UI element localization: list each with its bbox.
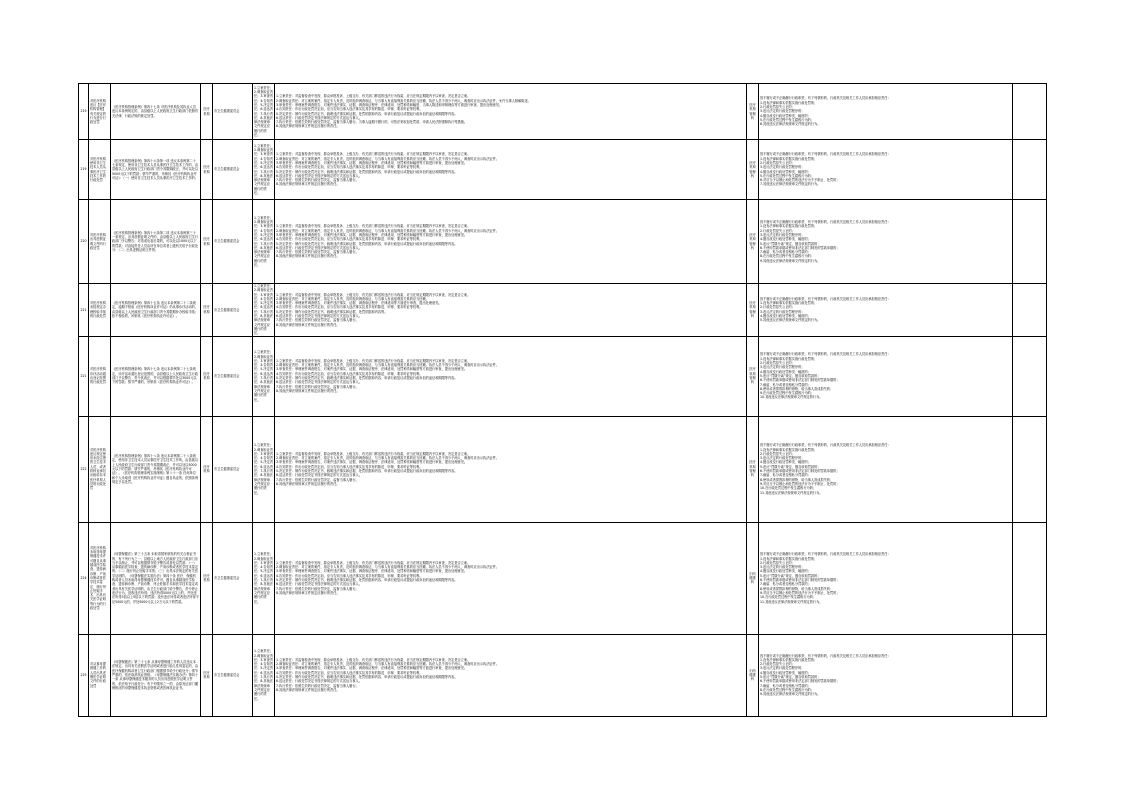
responsibility-details-line: 5.决定责任：制作行政处罚决定书，载明违法事实和证据、处罚依据和内容等。 [276,309,388,314]
responsibility-details-line: 5.决定责任：制作行政处罚决定书，载明违法事实和证据、处罚依据和内容、申请行政复议或提起行政诉讼的途径和期限等内容。 [276,578,458,583]
table-row [79,200,1047,284]
accountability-cases-line: 4.擅自改变行政处罚种类、幅度的； [760,670,811,675]
implementing-body: 市卫生健康委员会 [213,634,253,716]
remarks [1013,140,1047,200]
responsibility-details-line: 7.执行责任：依照生效的行政处罚决定，监督当事人履行。 [276,178,359,183]
responsible-office: 妇幼健康科 [747,522,759,634]
row-number: 220 [79,200,89,284]
row-number: 222 [79,416,89,522]
remarks [1013,522,1047,634]
responsibility-items: 1.立案责任；2.调查取证责任；3.审查责任；4.告知责任；5.决定责任；6.送达责任；7.执行责任；8.其他法律法规规章文件规定应履行的责任。 [254,284,273,336]
accountability-cases-line: 6.对应当予以制止和处罚的违法行为不予制止、处罚的； [760,178,840,183]
responsibility-details-line: 1.立案责任：对监督检查中发现、群众举报投诉、上级交办、有关部门移送的违法行为线索，应当在规定期限内予以审查，决定是否立案。 [276,560,471,565]
accountability-cases-line: 11.其他违反法律法规规章文件规定的行为。 [760,490,823,495]
responsibility-items: 1.立案责任；2.调查取证责任；3.审查责任；4.告知责任；5.决定责任；6.送达责任；7.执行责任；8.其他法律法规规章文件规定应履行的责任。 [253,416,275,522]
accountability-cases-line: 1.没有法律和事实依据实施行政处罚的； [760,556,818,561]
responsibility-details-line: 8.其他法律法规规章文件规定应履行的责任。 [276,481,340,486]
responsibility-table [78,83,1047,717]
implementing-body: 市卫生健康委员会 [213,140,253,200]
responsible-office: 医疗机构管理科 [747,140,759,200]
row-number: 219 [79,140,89,200]
responsibility-details [275,200,747,284]
accountability-cases-line: 11.其他违反法律法规规章文件规定的行为。 [760,599,823,604]
accountability-cases-line: 5.违反“罚缴分离”规定，擅自收取罚款的； [760,464,821,469]
category: 医疗机构 [201,522,213,634]
accountability-cases-line: 6.不使用罚款单据或使用非法定部门制发的罚款单据的； [760,578,840,583]
accountability-cases [759,284,1013,337]
responsibility-details-line: 2.调查取证责任：对立案的案件，指定专人负责，及时组织调查取证，与当事人有直接利害关系的应当回避。执法人员不得少于两人，调查时应出示执法证件。 [276,156,499,161]
item-name: 对医疗机构未取得母婴保健技术许可擅自从事婚前医学检查、遗传病诊断、产前诊断或者医学技术鉴定、施行终止妊娠手术、出具有关医学证明等行为的行政处罚 [89,522,111,634]
responsibility-details-line: 4.告知责任：作出行政处罚决定前，应当告知当事人违法事实及其享有的陈述、申辩、要求听证等权利。 [276,165,423,170]
remarks [1013,284,1047,337]
responsibility-details-line: 1.立案责任：对监督检查中发现、群众举报投诉、上级交办、有关部门移送的违法行为线索，应当在规定期限内予以审查，决定是否立案。 [276,94,471,99]
responsibility-details-line: 2.调查取证责任：对立案的案件，指定专人负责，及时组织调查取证，与当事人有直接利害关系的应当回避。执法人员不得少于两人，调查时应出示执法证件。 [276,662,499,667]
accountability-cases-line: 3.违反法定的行政处罚程序的； [760,456,805,461]
responsibility-details [275,336,747,416]
implementing-body: 市卫生健康委员会 [213,284,253,337]
responsibility-details-line: 4.告知责任：作出行政处罚决定前，应当告知当事人违法事实及其享有的陈述、申辩、要求听证等权利。 [276,670,423,675]
accountability-cases-line: 5.违反“罚缴分离”规定，擅自收取罚款的； [760,373,821,378]
responsibility-details-line: 8.其他法律法规规章文件规定应履行的责任。 [276,590,340,595]
responsibility-details-line: 7.执行责任：依照生效的行政处罚决定，监督当事人履行。 [276,586,359,591]
accountability-cases [759,84,1013,140]
accountability-cases-line: 4.擅自改变行政处罚种类、幅度的； [760,569,811,574]
item-name: 对医疗机构违反【医疗机构管理】有关规定的行为进行行政处罚 [89,84,111,140]
accountability-cases-line: 7.截留、私分或者变相私分罚款的； [760,473,811,478]
responsibility-details [275,84,747,140]
accountability-cases-line: 3.违反法定的行政处罚程序的； [760,309,805,314]
responsibility-details-line: 1.立案责任：对监督检查中发现、群众举报投诉、上级交办、有关部门移送的违法行为线索，应当在规定期限内予以审查，决定是否立案。 [276,224,471,229]
accountability-cases-line: 因不履行或不正确履行行政职责，有下列情形的，行政机关及相关工作人员应承担相应责任： [760,296,891,301]
responsibility-details-line: 2.调查取证责任：对立案的案件，指定专人负责，及时组织调查取证，与当事人有直接利害关系的应当回避。执法人员不得少于两人，调查时应出示执法证件，允许当事人辩解陈述。 [276,98,531,103]
remarks [1013,416,1047,522]
accountability-cases-line: 2.行政处罚显失公正的； [760,361,795,366]
accountability-cases-line: 4.擅自改变行政处罚种类、幅度的； [760,314,811,319]
responsibility-details-line: 7.执行责任：依照生效的行政处罚决定，监督当事人履行。 [276,683,359,688]
accountability-cases-line: 5.违反“罚缴分离”规定，擅自收取罚款的； [760,241,821,246]
legal-basis: 《母婴保健法》第三十七条 从事母婴保健工作的人员违反本法规定，出具有关虚假医学证明或者进行胎儿性别鉴定的，由医疗保健机构或者卫生行政部门根据情节给予行政处分；情节严重的，依法取消执业资格。《母婴保健法实施办法》第四十一条 从事母婴保健技术服务的人员出具虚假医学证明文件的，依法给予行政处分；有下列情形之一的，由原发证部门撤销相应的母婴保健技术执业资格或者医师执业证书。 [111,634,201,716]
row-number: 221 [79,336,89,416]
legal-basis: 《母婴保健法》第三十五条 未取得国家颁发的有关合格证书的，有下列行为之一，县级以上地方人民政府卫生行政部门应当予以制止，并可以根据情节给予警告或者处以罚款：（一）从事婚前医学检查、遗传病诊断、产前诊断或者医学技术鉴定的；（二）施行终止妊娠手术的；（三）出具本法规定的有关医学证明的。《母婴保健法实施办法》第四十条 医疗、保健机构或者人员未取得母婴保健技术许可，擅自从事婚前医学检查、遗传病诊断、产前诊断、终止妊娠手术和医学技术鉴定或者出具有关医学证明的，由卫生行政部门给予警告，责令停止违法行为，没收违法所得；违法所得5000元以上的，并处违法所得3倍以上5倍以下的罚款；没有违法所得或者违法所得不足5000元的，并处5000元以上2万元以下的罚款。 [111,522,201,634]
table-row [79,336,1047,416]
accountability-cases-line: 7.截留、私分或者变相私分罚款的； [760,382,811,387]
responsibility-details-line: 4.告知责任：作出行政处罚决定前，应当告知当事人违法事实及其享有的陈述、申辩、要求听证等权利。 [276,371,423,376]
responsibility-details-line: 6.送达责任：行政处罚决定书按法律规定的方式送达当事人。 [276,380,362,385]
accountability-cases-line: 1.没有法律和事实依据实施行政处罚的； [760,356,818,361]
accountability-cases [759,200,1013,284]
responsibility-details-line: 6.送达责任：行政处罚决定书按法律规定的方式送达当事人。 [276,473,362,478]
responsibility-details [275,416,747,522]
responsibility-details-line: 5.决定责任：制作行政处罚决定书，载明违法事实和证据、处罚依据和内容、申请行政复议或提起行政诉讼的途径和期限等内容。 [276,469,458,474]
responsibility-items: 1.立案责任；2.调查取证责任；3.审查责任；4.告知责任；5.决定责任；6.送达责任；7.执行责任；8.其他法律法规规章文件规定应履行的责任。 [253,634,275,716]
accountability-cases-line: 1.没有法律和事实依据实施行政处罚的； [760,301,818,306]
responsibility-details-line: 3.审查责任：审理案件调查报告，对案件违法事实、证据、调查取证程序、法律适用、处罚种类和幅度等方面进行审查，提出处理意见。 [276,367,468,372]
accountability-cases-line: 4.擅自改变行政处罚种类、幅度的； [760,113,811,118]
accountability-cases [759,336,1013,416]
responsibility-details-line: 7.执行责任：依照生效的行政处罚决定，监督当事人履行。 [276,318,359,323]
responsibility-details-line: 5.决定责任：制作行政处罚决定书，载明违法事实和证据、处罚依据和内容、申请行政复议或提起行政诉讼的途径和期限等内容。 [276,675,458,680]
responsibility-details-line: 1.立案责任：对监督检查中发现、群众举报投诉、上级交办、有关部门移送的违法行为线索，应当在规定期限内予以审查，决定是否立案。 [276,292,471,297]
responsibility-details-line: 8.其他法律法规规章文件规定应履行的责任。 [276,687,340,692]
accountability-cases-line: 1.没有法律和事实依据实施行政处罚的； [760,657,818,662]
accountability-cases-line: 5.在行政处罚过程中发生腐败行为的； [760,117,815,122]
responsible-office: 妇幼健康科 [747,634,759,716]
responsibility-details-line: 1.立案责任：对监督检查中发现、群众举报投诉、上级交办、有关部门移送的违法行为线索，应当在规定期限内予以审查，决定是否立案。 [276,657,471,662]
implementing-body: 市卫生健康委员会 [213,522,253,634]
responsibility-details-line: 3.审查责任：审理案件调查报告，对案件违法事实、证据、调查取证程序、法律适用、处罚种类和幅度等方面进行审查，提出处理意见。 [276,232,468,237]
accountability-cases-line: 2.行政处罚显失公正的； [760,160,795,165]
accountability-cases [759,634,1013,716]
responsibility-details-line: 8.其他法律法规规章文件规定应履行的责任。 [276,254,340,259]
accountability-cases-line: 9.在行政处罚过程中发生腐败行为的； [760,391,815,396]
accountability-cases-line: 因不履行或不正确履行行政职责，有下列情形的，行政机关及相关工作人员应承担相应责任： [760,552,891,557]
accountability-cases-line: 5.其他违反法律法规规章文件规定的行为。 [760,318,821,323]
accountability-cases [759,522,1013,634]
responsibility-details-line: 7.执行责任：依照生效的行政处罚决定，监督当事人履行。 [276,384,359,389]
responsibility-details-line: 6.送达责任：行政处罚决定书按法律规定的方式送达当事人。 [276,245,362,250]
accountability-cases-line: 5.违反“罚缴分离”规定，擅自收取罚款的； [760,675,821,680]
responsible-office: 医疗机构管理科 [747,336,759,416]
responsibility-details-line: 2.调查取证责任：对立案的案件，指定专人负责，及时组织调查取证，与当事人有直接利害关系的应当回避。执法人员不得少于两人，调查时应出示执法证件。 [276,456,499,461]
category: 医疗机构 [201,84,213,140]
accountability-cases-line: 8.在行政处罚过程中发生腐败行为的； [760,687,815,692]
category: 医疗机构 [201,634,213,716]
accountability-cases-line: 3.违反法定的行政处罚程序的； [760,666,805,671]
responsibility-details-line: 1.立案责任：对监督检查中发现、群众举报投诉、上级交办、有关部门移送的违法行为线索，应当在规定期限内予以审查，决定是否立案。 [276,451,471,456]
responsibility-details [275,140,747,200]
responsible-office: 医疗机构管理科 [747,84,759,140]
accountability-cases-line: 2.行政处罚显失公正的； [760,662,795,667]
accountability-cases-line: 因不履行或不正确履行行政职责，有下列情形的，行政机关及相关工作人员应承担相应责任： [760,96,891,101]
accountability-cases-line: 9.其他违反法律法规规章文件规定的行为。 [760,692,821,697]
row-number: 225 [79,634,89,716]
category: 医疗机构 [201,200,213,284]
responsibility-details-line: 5.决定责任：制作行政处罚决定书，载明违法事实和证据、处罚依据和内容、申请行政复议或提起行政诉讼的途径和期限等内容。 [276,376,458,381]
responsibility-items: 1.立案责任；2.调查取证责任；3.审查责任；4.告知责任；5.决定责任；6.送达责任；7.执行责任；8.其他法律法规规章文件规定应履行的责任。 [253,336,275,416]
accountability-cases-line: 7.其他违反法律法规规章文件规定的行为。 [760,182,821,187]
accountability-cases [759,140,1013,200]
implementing-body: 市卫生健康委员会 [213,200,253,284]
table-row [79,522,1047,634]
responsibility-details-line: 8.其他法律法规规章文件规定应履行的责任。 [276,124,340,129]
responsibility-items: 1.立案责任；2.调查取证责任；3.审查责任；4.告知责任；5.决定责任；6.送达责任；7.执行责任；8.其他法律法规规章文件规定应履行的责任。 [253,522,275,634]
category: 医疗机构 [201,336,213,416]
responsibility-details [275,284,747,337]
responsibility-details-line: 2.调查取证责任：对立案的案件，指定专人负责，及时组织调查取证，与当事人有直接利害关系的应当回避。执法人员不得少于两人，调查时应出示执法证件。 [276,228,499,233]
accountability-cases-line: 6.不使用罚款单据或使用非法定部门制发的罚款单据的； [760,378,840,383]
responsibility-details-line: 8.其他法律法规规章文件规定应履行的责任。 [276,182,340,187]
implementing-body: 市卫生健康委员会 [213,416,253,522]
item-name: 对从事母婴保健工作的人员出具虚假医学证明文件的行政处罚 [89,634,111,716]
accountability-cases-line: 6.其他违反法律法规规章文件规定的行为。 [760,122,821,127]
category: 医疗机构 [201,416,213,522]
responsibility-details-line: 3.审查责任：审理案件调查报告，对案件违法事实、证据、调查取证程序、法律适用、处罚种类和幅度等方面进行审查，提出处理意见。 [276,460,468,465]
category: 医疗机构 [201,284,213,337]
responsibility-details-line: 1.立案责任：对监督检查中发现、群众举报投诉、上级交办、有关部门移送的违法行为线索，应当在规定期限内予以审查，决定是否立案。 [276,152,471,157]
table-row [79,84,1047,140]
responsibility-details-line: 6.送达责任：行政处罚决定书按法律规定的方式送达当事人。 [276,314,362,319]
accountability-cases-line: 因不履行或不正确履行行政职责，有下列情形的，行政机关及相关工作人员应承担相应责任： [760,152,891,157]
accountability-cases-line: 8.使用或者损毁扣押的财物，给当事人造成损失的； [760,586,834,591]
legal-basis: 《医疗机构管理条例》第四十八条 违反本条例第二十八条规定，使用非卫生技术人员从事医疗卫生技术工作的，由县级以上人民政府卫生行政部门责令其限期改正，并可以处以5000元以下的罚款；情节严重的，吊销其《医疗机构执业许可证》。《医疗机构管理条例实施细则》第八十一条 任何单位和个人未取得《医疗机构执业许可证》擅自执业的，依照条例规定予以处罚。 [111,416,201,522]
responsibility-details-line: 6.送达责任：行政处罚决定书按法律规定的方式送达当事人。 [276,679,362,684]
responsibility-details [275,522,747,634]
responsibility-details-line: 3.审查责任：审理案件调查报告，对案件违法事实、证据、调查取证程序、法律适用、处罚种类和幅度等方面进行审查，提出处理意见。 [276,569,468,574]
accountability-cases-line: 9.其他违反法律法规规章文件规定的行为。 [760,258,821,263]
responsibility-details-line: 2.调查取证责任：对立案的案件，指定专人负责，及时组织调查取证，与当事人有直接利害关系的应当回避。执法人员不得少于两人，调查时应出示执法证件。 [276,565,499,570]
accountability-cases-line: 5.在行政处罚过程中发生腐败行为的； [760,173,815,178]
accountability-cases-line: 4.擅自改变行政处罚种类、幅度的； [760,169,811,174]
accountability-cases-line: 6.不使用罚款单据或使用非法定部门制发的罚款单据的； [760,679,840,684]
accountability-cases-line: 2.行政处罚显失公正的； [760,451,795,456]
legal-basis: 《医疗机构管理条例》第四十六条第一项 违反本条例第二十七条规定，使用非卫生技术人员从事医疗卫生技术工作的，由县级以上人民政府卫生行政部门责令其限期改正，并可以处以5000元以下的罚款；情节严重的，吊销其《医疗机构执业许可证》：（一）使用非卫生技术人员从事医疗卫生技术工作的； [111,140,201,200]
responsibility-items: 1.立案责任；2.调查取证责任；3.审查责任；4.告知责任；5.决定责任；6.送达责任；7.执行责任；8.其他法律法规规章文件规定应履行的责任。 [253,200,275,284]
accountability-cases-line: 6.不使用罚款单据或使用非法定部门制发的罚款单据的； [760,245,840,250]
responsibility-details-line: 3.审查责任：审理案件调查报告，对案件违法事实、证据、调查取证程序、法律适用等方面进行审查，提出处理意见。 [276,301,442,306]
accountability-cases-line: 6.不使用罚款单据或使用非法定部门制发的罚款单据的； [760,469,840,474]
responsibility-details-line: 7.执行责任：依照生效的行政处罚决定，监督当事人履行。 [276,477,359,482]
category: 医疗机构 [201,140,213,200]
accountability-cases-line: 2.行政处罚显失公正的； [760,305,795,310]
responsibility-details-line: 6.送达责任：行政处罚决定书按法律规定的方式送达当事人。 [276,115,362,120]
table-row [79,140,1047,200]
responsibility-details-line: 3.审查责任：审理案件调查报告，对案件违法事实、证据、调查取证程序、法律适用、处罚种类和幅度等方面进行审查，提出处理意见。 [276,666,468,671]
legal-basis: 《医疗机构管理条例》第四十七条 违反本条例第二十七条规定，诊疗活动超出登记范围的，由县级以上人民政府卫生行政部门予以警告、责令其改正，并可以根据情节处以3000元以下的罚款；情节严重的，吊销其《医疗机构执业许可证》。 [111,336,201,416]
accountability-cases-line: 因不履行或不正确履行行政职责，有下列情形的，行政机关及相关工作人员应承担相应责任： [760,653,891,658]
item-name: 对医疗机构违反规定使用未经注册的卫生技术人员、或者将科室承包出租给非本医疗机构人员的行政处罚 [89,416,111,522]
responsibility-details-line: 6.送达责任：行政处罚决定书按法律规定的方式送达当事人。 [276,173,362,178]
table-row [79,416,1047,522]
responsibility-details-line: 7.执行责任：依照生效的行政处罚决定，监督当事人履行。当事人逾期不履行的，可依法采取加处罚款、申请人民法院强制执行等措施。 [276,120,468,125]
responsibility-details [275,634,747,716]
row-number: 224 [79,522,89,634]
accountability-cases-line: 8.使用或者损毁扣押的财物，给当事人造成损失的； [760,477,834,482]
row-number: 221 [79,284,89,337]
accountability-cases-line: 4.擅自改变行政处罚种类、幅度的； [760,369,811,374]
accountability-cases-line: 因不履行或不正确履行行政职责，有下列情形的，行政机关及相关工作人员应承担相应责任： [760,352,891,357]
responsible-office: 医疗机构管理科 [747,200,759,284]
table-row [79,634,1047,716]
accountability-cases-line: 7.截留、私分或者变相私分罚款的； [760,582,811,587]
responsibility-details-line: 4.告知责任：作出行政处罚决定前，应当告知当事人违法事实及其享有的陈述、申辩、要求听证等权利。 [276,237,423,242]
accountability-cases-line: 5.违反“罚缴分离”规定，擅自收取罚款的； [760,573,821,578]
accountability-cases-line: 10.其他违反法律法规规章文件规定的行为。 [760,395,823,400]
implementing-body: 市卫生健康委员会 [213,336,253,416]
accountability-cases [759,416,1013,522]
responsibility-details-line: 4.告知责任：作出行政处罚决定前，应当告知当事人违法事实及其享有的陈述、申辩、要求听证等权利。 [276,573,423,578]
responsibility-details-line: 5.决定责任：制作行政处罚决定书，载明违法事实和证据、处罚依据和内容、申请行政复议或提起行政诉讼的途径和期限等内容。 [276,241,458,246]
accountability-cases-line: 9.对应当予以制止和处罚的违法行为不予制止、处罚的； [760,590,840,595]
legal-basis: 《医疗机构管理条例》第四十五条 违反本条例第二十二条规定，逾期不校验《医疗机构执业许可证》仍从事诊疗活动的，由县级以上人民政府卫生行政部门责令其限期补办校验手续；拒不校验的，吊销其《医疗机构执业许可证》。 [111,284,201,337]
responsibility-details-line: 7.执行责任：依照生效的行政处罚决定，监督当事人履行。 [276,250,359,255]
responsibility-items: 1.立案责任；2.调查取证责任；3.审查责任；4.告知责任；5.决定责任；6.送达责任；7.执行责任；8.其他法律法规规章文件规定应履行的责任。 [253,140,275,200]
responsibility-items: 1.立案责任；2.调查取证责任；3.审查责任；4.告知责任；5.决定责任；6.送达责任；7.执行责任；8.其他法律法规规章文件规定应履行的责任。 [253,84,275,140]
responsibility-details-line: 6.送达责任：行政处罚决定书按法律规定的方式送达当事人。 [276,582,362,587]
responsibility-details-line: 3.审查责任：审理案件调查报告，对案件违法事实、证据、调查取证程序、法律适用、处罚种类和幅度、当事人陈述和申辩理由等方面进行审查，提出处理意见。 [276,102,503,107]
responsibility-details-line: 3.审查责任：审理案件调查报告，对案件违法事实、证据、调查取证程序、法律适用、处罚种类和幅度等方面进行审查，提出处理意见。 [276,160,468,165]
responsibility-details-line: 8.其他法律法规规章文件规定应履行的责任。 [276,322,340,327]
remarks [1013,336,1047,416]
accountability-cases-line: 9.对应当予以制止和处罚的违法行为不予制止、处罚的； [760,481,840,486]
responsibility-details-line: 4.告知责任：作出行政处罚决定前，应当告知当事人违法事实及其享有的陈述、申辩、要求听证等权利。 [276,107,423,112]
accountability-cases-line: 8.在行政处罚过程中发生腐败行为的； [760,254,815,259]
accountability-cases-line: 10.在行政处罚过程中发生腐败行为的； [760,486,817,491]
accountability-cases-line: 2.行政处罚显失公正的； [760,560,795,565]
table-body [79,84,1047,717]
table-row [79,284,1047,337]
responsibility-details-line: 2.调查取证责任：对立案的案件，指定专人负责，及时组织调查取证，与当事人有直接利害关系的应当回避。 [276,296,429,301]
accountability-cases-line: 2.行政处罚显失公正的； [760,228,795,233]
responsibility-details-line: 5.决定责任：制作行政处罚决定书，载明违法事实和证据、处罚依据和内容、申请行政复议或提起行政诉讼的途径和期限等内容。 [276,169,458,174]
accountability-cases-line: 4.擅自改变行政处罚种类、幅度的； [760,237,811,242]
accountability-cases-line: 3.违反法定的行政处罚程序的； [760,565,805,570]
accountability-cases-line: 8.使用或者损毁扣押的财物，给当事人造成损失的； [760,386,834,391]
item-name: 对医疗机构出具虚假证明文件的行政处罚 [89,200,111,284]
accountability-cases-line: 1.没有法律和事实依据实施行政处罚的； [760,224,818,229]
accountability-cases-line: 3.违反法定的行政处罚程序的； [760,232,805,237]
item-name: 对医疗机构使用非卫生技术人员从事医疗卫生技术工作的行政处罚 [89,140,111,200]
responsibility-details-line: 4.告知责任：作出行政处罚决定前，应当告知当事人违法事实及其享有的陈述、申辩、要求听证等权利。 [276,464,423,469]
legal-basis: 《医疗机构管理条例》第四十六条第二项 违反本条例第三十一条规定，出具虚假证明文件的，由县级以上人民政府卫生行政部门予以警告；对造成危害后果的，可以处以1000元以下的罚款；对直接责任人员由所在单位或者上级机关给予行政处分：（二）出具虚假证明文件的； [111,200,201,284]
accountability-cases-line: 4.擅自改变行政处罚种类、幅度的； [760,460,811,465]
accountability-cases-line: 7.截留、私分或者变相私分罚款的； [760,250,811,255]
accountability-cases-line: 3.违反法定的行政处罚程序的； [760,365,805,370]
accountability-cases-line: 1.没有法律和事实依据实施行政处罚的； [760,447,818,452]
accountability-cases-line: 因不履行或不正确履行行政职责，有下列情形的，行政机关及相关工作人员应承担相应责任： [760,220,891,225]
responsibility-details-line: 2.调查取证责任：对立案的案件，指定专人负责，及时组织调查取证，与当事人有直接利害关系的应当回避。执法人员不得少于两人，调查时应出示执法证件。 [276,363,499,368]
accountability-cases-line: 3.违反法定的行政处罚程序的； [760,165,805,170]
responsible-office: 医疗机构管理科 [747,284,759,337]
remarks [1013,200,1047,284]
accountability-cases-line: 因不履行或不正确履行行政职责，有下列情形的，行政机关及相关工作人员应承担相应责任： [760,443,891,448]
legal-basis: 《医疗机构管理条例》第四十七条 对医疗机构及其执业人员违反本条例规定的，由县级以上人民政府卫生行政部门依照有关法律、行政法规的规定处罚。 [111,84,201,140]
responsibility-details-line: 4.告知责任：作出行政处罚决定前，应当告知当事人违法事实及其享有的陈述、申辩、要求听证等权利。 [276,305,423,310]
remarks [1013,84,1047,140]
accountability-cases-line: 2.行政处罚显失公正的； [760,105,795,110]
responsibility-details-line: 8.其他法律法规规章文件规定应履行的责任。 [276,388,340,393]
responsibility-details-line: 5.决定责任：制作行政处罚决定书，载明违法事实和证据、处罚依据和内容、申请行政复议或提起行政诉讼的途径和期限等内容。 [276,111,458,116]
remarks [1013,634,1047,716]
item-name: 对医疗机构诊疗活动超出登记范围的行政处罚 [89,336,111,416]
responsible-office: 医疗机构管理科 [747,416,759,522]
row-number: 219 [79,84,89,140]
accountability-cases-line: 1.没有法律和事实依据实施行政处罚的； [760,156,818,161]
item-name: 对医疗机构未按规定办理校验手续的行政处罚 [89,284,111,337]
accountability-cases-line: 1.没有法律和事实依据实施行政处罚的； [760,100,818,105]
responsibility-details-line: 1.立案责任：对监督检查中发现、群众举报投诉、上级交办、有关部门移送的违法行为线索，应当在规定期限内予以审查，决定是否立案。 [276,358,471,363]
accountability-cases-line: 10.在行政处罚过程中发生腐败行为的； [760,595,817,600]
accountability-cases-line: 7.截留、私分或者变相私分罚款的； [760,683,811,688]
implementing-body: 市卫生健康委员会 [213,84,253,140]
accountability-cases-line: 3.违反法定的行政处罚程序的； [760,109,805,114]
